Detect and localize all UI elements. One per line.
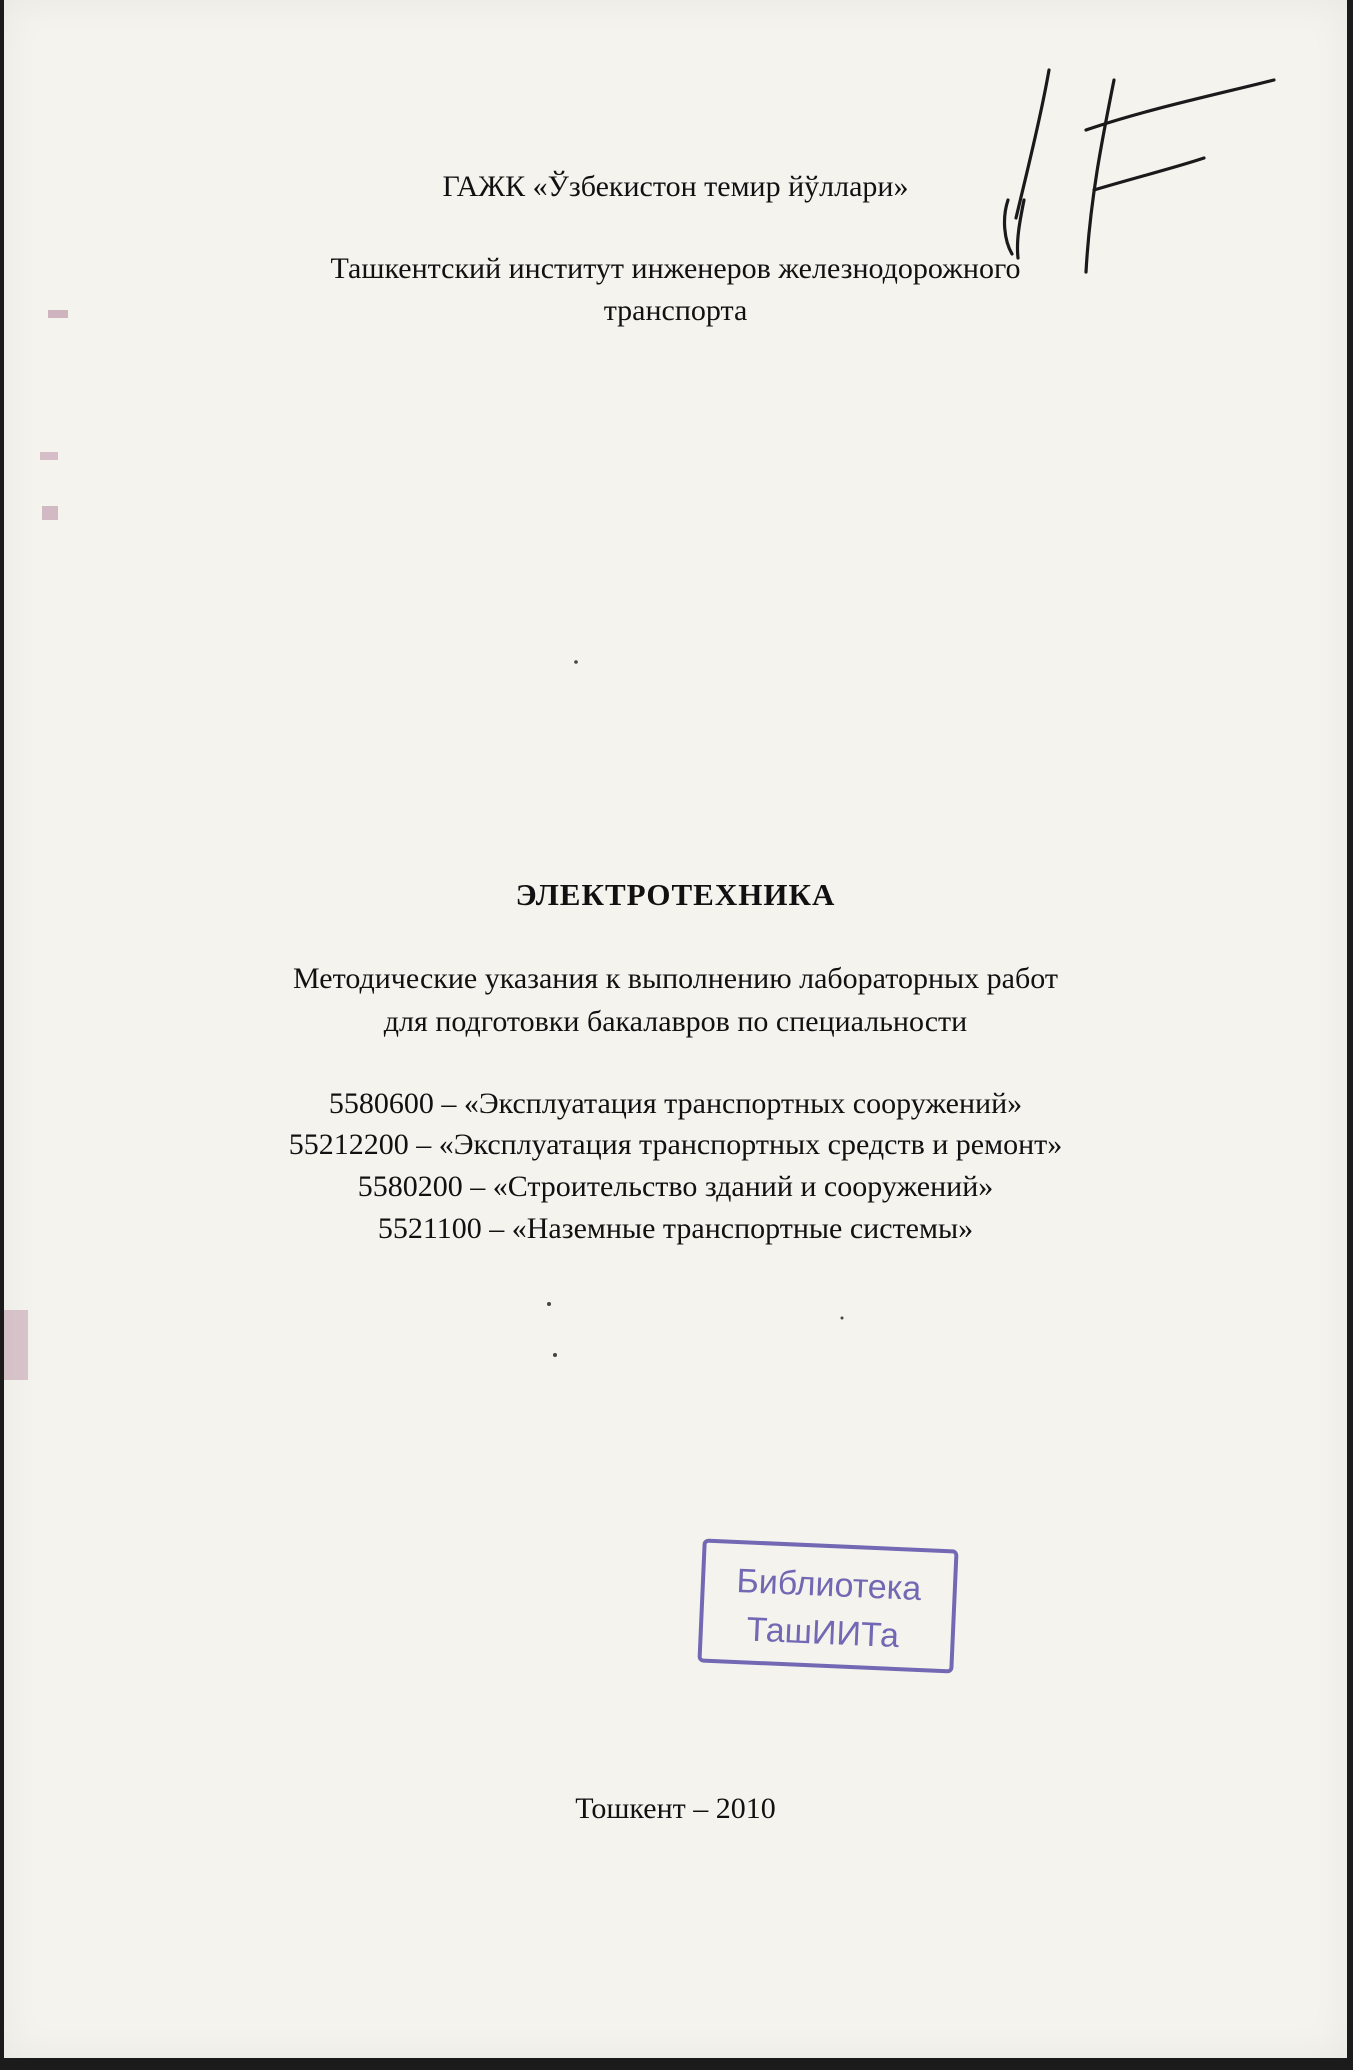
specialty-item: 5580200 – «Строительство зданий и сооружений» xyxy=(357,1170,994,1203)
subtitle-line2: для подготовки бакалавров по специальности xyxy=(383,1005,968,1038)
svg-text:Библиотека: Библиотека xyxy=(735,1562,923,1609)
institute-name-line1: Ташкентский институт инженеров железнодорожного xyxy=(330,252,1021,285)
subtitle-line1: Методические указания к выполнению лабораторных работ xyxy=(293,962,1058,995)
institute-name-line2: транспорта xyxy=(603,294,748,327)
organization-header: ГАЖК «Ўзбекистон темир йўллари» xyxy=(442,170,909,203)
specialty-item: 5521100 – «Наземные транспортные системы» xyxy=(377,1212,974,1245)
library-stamp xyxy=(693,1534,963,1677)
svg-text:ТашИИТа: ТашИИТа xyxy=(745,1610,900,1656)
document-page xyxy=(4,0,1347,2058)
specialty-item: 5580600 – «Эксплуатация транспортных сооружений» xyxy=(328,1087,1023,1120)
place-year: Тошкент – 2010 xyxy=(575,1792,776,1825)
handwritten-note xyxy=(994,40,1294,300)
specialty-item: 55212200 – «Эксплуатация транспортных средств и ремонт» xyxy=(288,1128,1063,1161)
document-title: ЭЛЕКТРОТЕХНИКА xyxy=(515,877,836,912)
